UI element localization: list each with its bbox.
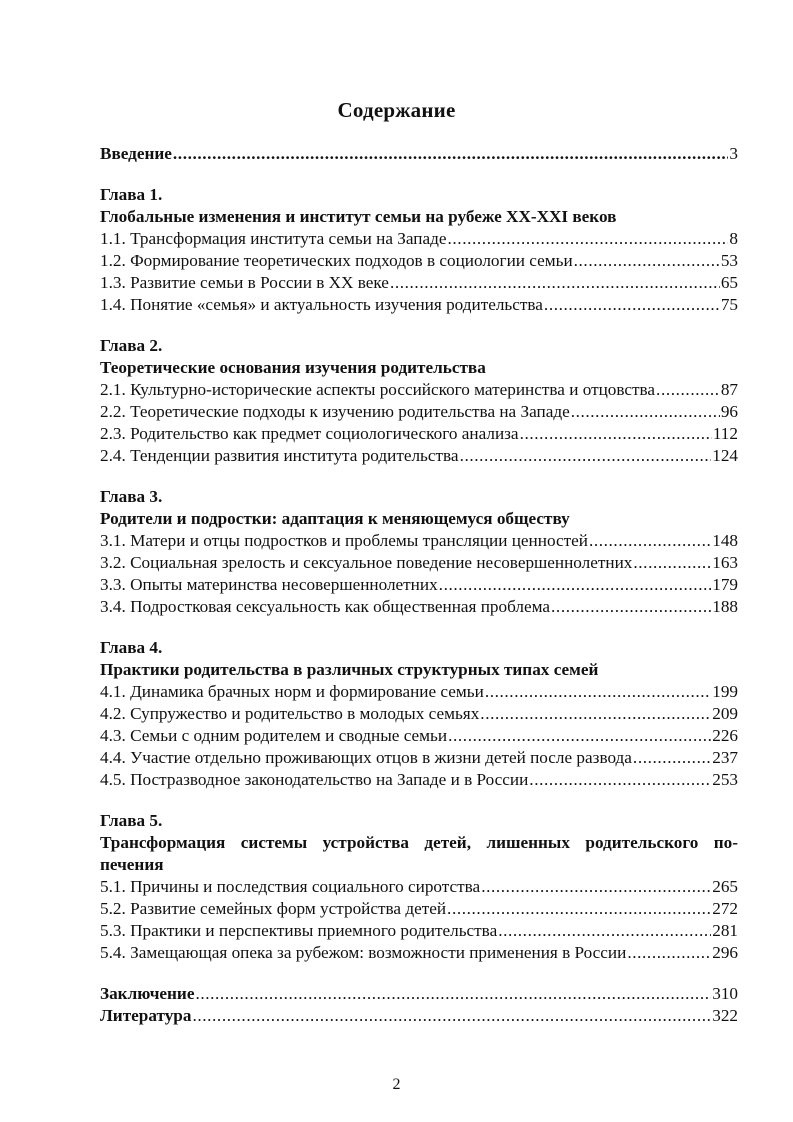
toc-entry-page: 265 (712, 877, 738, 896)
toc-entry-page: 75 (720, 295, 738, 314)
toc-entry-section[interactable] (100, 272, 738, 294)
dot-leader (551, 596, 711, 618)
toc-entry-label: 5.2. Развитие семейных форм устройства детей (100, 899, 447, 918)
dot-leader (195, 983, 711, 1005)
toc-entry-label: 5.4. Замещающая опека за рубежом: возможности применения в России (100, 943, 627, 962)
toc-entry-section[interactable] (100, 942, 738, 964)
dot-leader (485, 681, 711, 703)
toc-entry-label: 4.5. Постразводное законодательство на Западе и в России (100, 770, 529, 789)
chapter-3 (100, 486, 738, 618)
toc-entry-section[interactable] (100, 596, 738, 618)
toc-entry-section[interactable] (100, 703, 738, 725)
chapter-title[interactable]: Теоретические основания изучения родительства (100, 358, 486, 377)
dot-leader (656, 379, 720, 401)
toc-entry-label: 3.4. Подростковая сексуальность как общественная проблема (100, 597, 551, 616)
toc-entry-page: 237 (712, 748, 738, 767)
toc-entry-label: Литература (100, 1006, 192, 1025)
toc-entry-label: 5.3. Практики и перспективы приемного родительства (100, 921, 498, 940)
toc-entry-page: 148 (712, 531, 738, 550)
toc-entry-section[interactable] (100, 530, 738, 552)
toc-entry-section[interactable] (100, 552, 738, 574)
toc-entry-section[interactable] (100, 898, 738, 920)
dot-leader (447, 898, 711, 920)
toc-entry-page: 3 (729, 144, 738, 163)
dot-leader (192, 1005, 711, 1027)
dot-leader (173, 143, 729, 165)
chapter-title-line-2: печения (100, 855, 164, 874)
toc-entry-label: Заключение (100, 984, 195, 1003)
toc-entry-page: 65 (720, 273, 738, 292)
toc-entry-label: 1.1. Трансформация института семьи на Западе (100, 229, 447, 248)
toc-entry-label: 2.1. Культурно-исторические аспекты российского материнства и отцовства (100, 380, 656, 399)
chapter-1 (100, 184, 738, 316)
page-title: Содержание (337, 98, 456, 122)
toc-entry-page: 112 (712, 424, 738, 443)
chapter-title-line-1: Трансформация системы устройства детей, лишенных родительского по- (100, 833, 738, 852)
toc-entry-page: 124 (712, 446, 738, 465)
toc-entry-label: 4.1. Динамика брачных норм и формирование семьи (100, 682, 484, 701)
toc-entry-label: 2.2. Теоретические подходы к изучению родительства на Западе (100, 402, 570, 421)
toc-entry-page: 163 (712, 553, 738, 572)
toc-entry-page: 253 (712, 770, 738, 789)
dot-leader (574, 250, 720, 272)
toc-entry-page: 209 (712, 704, 738, 723)
dot-leader (520, 423, 712, 445)
toc-entry-label: 1.4. Понятие «семья» и актуальность изучения родительства (100, 295, 543, 314)
toc-entry-section[interactable] (100, 747, 738, 769)
chapter-number: Глава 5. (100, 811, 163, 830)
toc-entry-label: 3.3. Опыты материнства несовершеннолетних (100, 575, 438, 594)
toc-entry-page: 281 (712, 921, 738, 940)
chapter-number: Глава 1. (100, 185, 163, 204)
toc-entry-section[interactable] (100, 250, 738, 272)
dot-leader (480, 703, 711, 725)
chapter-title[interactable]: Практики родительства в различных структурных типах семей (100, 660, 599, 679)
toc-entry-page: 199 (712, 682, 738, 701)
toc-entry-conclusion[interactable] (100, 983, 738, 1005)
chapter-title[interactable] (100, 832, 738, 876)
toc-entry-page: 96 (720, 402, 738, 421)
toc-entry-label: 4.2. Супружество и родительство в молодых семьях (100, 704, 480, 723)
toc-entry-section[interactable] (100, 725, 738, 747)
toc-entry-section[interactable] (100, 423, 738, 445)
toc-entry-label: 2.4. Тенденции развития института родительства (100, 446, 459, 465)
dot-leader (481, 876, 711, 898)
toc-entry-page: 272 (712, 899, 738, 918)
toc-entry-section[interactable] (100, 769, 738, 791)
toc-entry-page: 322 (712, 1006, 738, 1025)
dot-leader (498, 920, 711, 942)
dot-leader (448, 228, 729, 250)
toc-entry-section[interactable] (100, 445, 738, 467)
chapter-number: Глава 3. (100, 487, 163, 506)
toc-entry-page: 310 (712, 984, 738, 1003)
toc-entry-label: 2.3. Родительство как предмет социологического анализа (100, 424, 519, 443)
toc-entry-section[interactable] (100, 379, 738, 401)
toc-entry-page: 53 (720, 251, 738, 270)
table-of-contents (100, 143, 738, 1027)
toc-entry-label: 5.1. Причины и последствия социального сиротства (100, 877, 481, 896)
toc-entry-label: 1.3. Развитие семьи в России в XX веке (100, 273, 389, 292)
toc-entry-label: 4.4. Участие отдельно проживающих отцов в жизни детей после развода (100, 748, 632, 767)
chapter-5 (100, 810, 738, 964)
chapter-title[interactable]: Родители и подростки: адаптация к меняющемуся обществу (100, 509, 570, 528)
chapter-4 (100, 637, 738, 791)
dot-leader (571, 401, 720, 423)
toc-entry-label: 3.1. Матери и отцы подростков и проблемы трансляции ценностей (100, 531, 588, 550)
chapter-2 (100, 335, 738, 467)
dot-leader (633, 552, 711, 574)
page-number: 2 (392, 1076, 401, 1093)
toc-entry-literature[interactable] (100, 1005, 738, 1027)
toc-entry-label: 1.2. Формирование теоретических подходов в социологии семьи (100, 251, 573, 270)
dot-leader (448, 725, 711, 747)
toc-entry-section[interactable] (100, 681, 738, 703)
toc-entry-page: 188 (712, 597, 738, 616)
chapter-number: Глава 2. (100, 336, 163, 355)
dot-leader (544, 294, 720, 316)
toc-entry-page: 179 (712, 575, 738, 594)
dot-leader (529, 769, 711, 791)
dot-leader (439, 574, 712, 596)
toc-entry-section[interactable] (100, 401, 738, 423)
toc-entry-label: Введение (100, 144, 172, 163)
toc-entry-introduction[interactable] (100, 143, 738, 165)
toc-entry-page: 87 (720, 380, 738, 399)
toc-entry-section[interactable] (100, 920, 738, 942)
toc-entry-section[interactable] (100, 294, 738, 316)
dot-leader (627, 942, 711, 964)
toc-entry-label: 4.3. Семьи с одним родителем и сводные семьи (100, 726, 448, 745)
dot-leader (390, 272, 720, 294)
chapter-number: Глава 4. (100, 638, 163, 657)
toc-entry-page: 8 (729, 229, 738, 248)
toc-entry-section[interactable] (100, 876, 738, 898)
chapter-title[interactable]: Глобальные изменения и институт семьи на рубеже XX-XXI веков (100, 207, 617, 226)
dot-leader (633, 747, 711, 769)
toc-entry-section[interactable] (100, 228, 738, 250)
dot-leader (460, 445, 712, 467)
toc-entry-label: 3.2. Социальная зрелость и сексуальное поведение несовершеннолетних (100, 553, 633, 572)
toc-entry-page: 296 (712, 943, 738, 962)
toc-entry-section[interactable] (100, 574, 738, 596)
dot-leader (589, 530, 711, 552)
toc-entry-page: 226 (712, 726, 738, 745)
